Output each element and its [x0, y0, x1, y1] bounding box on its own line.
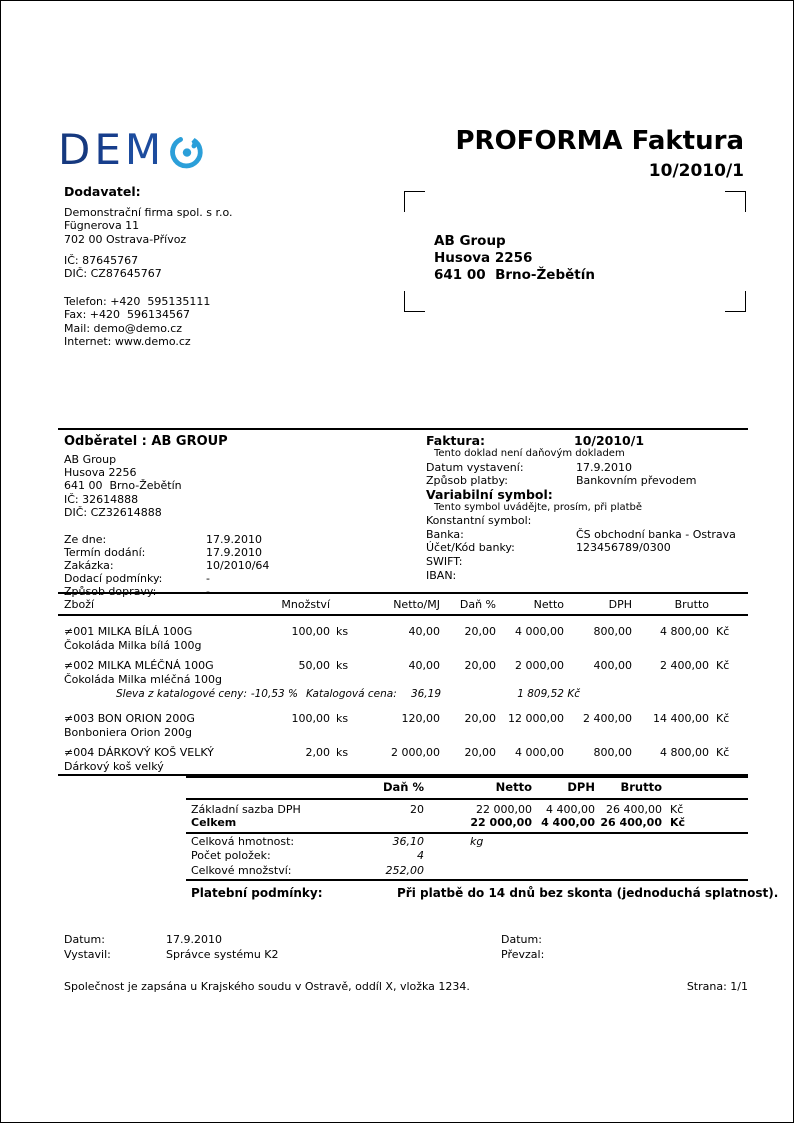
- item-tax: 20,00: [464, 625, 496, 638]
- supplier-ic: IČ: 87645767: [64, 253, 139, 267]
- value: -: [206, 572, 210, 586]
- column-header-dph: DPH: [564, 593, 632, 615]
- column-header-mnozstvi: Množství: [273, 593, 330, 615]
- invoice-row: [426, 514, 748, 528]
- items-header-row: [58, 593, 748, 615]
- currency: Kč: [670, 802, 684, 816]
- payment-terms-label: Platební podmínky:: [191, 886, 323, 900]
- logo-letter: E: [94, 124, 125, 174]
- item-qty: 100,00: [291, 712, 330, 725]
- signature-row: [64, 947, 748, 962]
- items-table: [58, 592, 748, 776]
- invoice-row: [426, 474, 748, 488]
- value: 123456789/0300: [576, 541, 671, 555]
- item-name: ≠004 DÁRKOVÝ KOŠ VELKÝ: [64, 746, 214, 759]
- issued-by-value: Správce systému K2: [166, 948, 279, 961]
- supplier-internet: Internet: www.demo.cz: [64, 334, 191, 348]
- item-name: ≠001 MILKA BÍLÁ 100G: [64, 625, 193, 638]
- value: 10/2010/1: [574, 433, 645, 448]
- item-unit: ks: [336, 712, 349, 725]
- invoice-row: [426, 569, 748, 583]
- demo-logo-o-icon: [167, 130, 207, 172]
- page-title: PROFORMA Faktura: [455, 126, 744, 156]
- supplier-heading: Dodavatel:: [64, 184, 141, 199]
- item-unit: ks: [336, 659, 349, 672]
- recipient-name: AB Group: [434, 233, 506, 249]
- item-dph: 2 400,00: [583, 712, 632, 725]
- item-name: ≠003 BON ORION 200G: [64, 712, 195, 725]
- item-tax: 20,00: [464, 712, 496, 725]
- total-quantity-row: [186, 863, 748, 881]
- totals-header-dph: DPH: [532, 777, 595, 799]
- invoice-row: [426, 461, 748, 475]
- order-info-row: [64, 559, 414, 572]
- item-brutto: 14 400,00: [653, 712, 709, 725]
- item-netto: 4 000,00: [515, 746, 564, 759]
- variable-symbol-note: Tento symbol uvádějte, prosím, při platbě: [434, 501, 643, 513]
- item-name: ≠002 MILKA MLÉČNÁ 100G: [64, 659, 214, 672]
- label: Způsob dopravy:: [64, 585, 157, 599]
- received-by-label: Převzal:: [501, 948, 545, 961]
- label: IBAN:: [426, 568, 457, 582]
- logo-letter: M: [124, 124, 166, 174]
- footer: [64, 980, 748, 994]
- invoice-row: [426, 528, 748, 542]
- item-unit-price: 2 000,00: [391, 746, 440, 759]
- column-header-netto: Netto: [496, 593, 564, 615]
- item-row: [58, 653, 748, 673]
- tax-base-dph: 4 400,00: [546, 802, 595, 816]
- customer-dic: DIČ: CZ32614888: [64, 505, 162, 519]
- totals-table: [186, 776, 779, 901]
- value: ČS obchodní banka - Ostrava: [576, 527, 736, 541]
- payment-terms-value: Při platbě do 14 dnů bez skonta (jednoduchá splatnost).: [397, 886, 779, 900]
- discount-line: [58, 687, 748, 704]
- value: Bankovním převodem: [576, 474, 697, 488]
- tax-base-brutto: 26 400,00: [606, 802, 662, 816]
- label: Zakázka:: [64, 559, 114, 573]
- item-tax: 20,00: [464, 659, 496, 672]
- customer-name: AB Group: [64, 453, 117, 466]
- discount-value: -10,53 %: [250, 688, 298, 700]
- item-netto: 12 000,00: [508, 712, 564, 725]
- payment-terms-row: [186, 880, 748, 901]
- item-description: Bonboniera Orion 200g: [64, 726, 192, 739]
- weight-label: Celková hmotnost:: [191, 834, 295, 848]
- tax-base-row: [186, 799, 748, 817]
- total-brutto: 26 400,00: [595, 816, 662, 833]
- customer-heading: Odběratel : AB GROUP: [64, 434, 228, 449]
- column-header-zbozi: Zboží: [58, 593, 273, 615]
- logo-letter: D: [58, 124, 95, 174]
- totals-header-netto: Netto: [424, 777, 532, 799]
- item-netto: 4 000,00: [515, 625, 564, 638]
- recipient-street: Husova 2256: [434, 250, 533, 266]
- date-label: Datum:: [64, 933, 105, 946]
- item-count-row: [186, 848, 748, 863]
- item-dph: 800,00: [593, 746, 632, 759]
- item-dph: 800,00: [593, 625, 632, 638]
- column-header-netto-mj: Netto/MJ: [356, 593, 440, 615]
- item-currency: Kč: [716, 625, 730, 638]
- item-netto: 2 000,00: [515, 659, 564, 672]
- tax-document-note: Tento doklad není daňovým dokladem: [434, 448, 625, 459]
- item-qty: 100,00: [291, 625, 330, 638]
- catalog-price-label: Katalogová cena:: [306, 688, 397, 700]
- item-count-label: Počet položek:: [191, 849, 271, 862]
- signature-block: [64, 932, 748, 962]
- label: Termín dodání:: [64, 546, 146, 560]
- total-quantity-value: 252,00: [351, 863, 424, 881]
- recipient-address: [434, 233, 595, 284]
- label: SWIFT:: [426, 554, 463, 568]
- value: 17.9.2010: [206, 546, 262, 560]
- label: Dodací podmínky:: [64, 572, 163, 586]
- value: -: [206, 585, 210, 599]
- total-dph: 4 400,00: [532, 816, 595, 833]
- totals-header-brutto: Brutto: [595, 777, 662, 799]
- item-currency: Kč: [716, 712, 730, 725]
- tax-base-rate: 20: [410, 802, 424, 816]
- demo-logo: [58, 124, 207, 174]
- totals-header-tax: Daň %: [351, 777, 424, 799]
- signature-row: [64, 932, 748, 947]
- document-title-block: [456, 127, 745, 181]
- item-tax: 20,00: [464, 746, 496, 759]
- item-desc-row: [58, 726, 748, 740]
- catalog-price-value: 36,19: [410, 688, 441, 700]
- invoice-row: [426, 434, 748, 448]
- customer-city: 641 00 Brno-Žebětín: [64, 479, 182, 493]
- item-brutto: 4 800,00: [660, 746, 709, 759]
- item-desc-row: [58, 639, 748, 653]
- item-row: [58, 615, 748, 639]
- label: Konstantní symbol:: [426, 514, 532, 528]
- catalog-netto-value: 1 809,52 Kč: [517, 688, 580, 700]
- label: Účet/Kód banky:: [426, 541, 515, 555]
- item-desc-row: [58, 673, 748, 687]
- total-netto: 22 000,00: [424, 816, 532, 833]
- item-description: Čokoláda Milka bílá 100g: [64, 639, 202, 652]
- order-info-row: [64, 572, 414, 585]
- total-label: Celkem: [186, 816, 351, 833]
- item-brutto: 4 800,00: [660, 625, 709, 638]
- customer-street: Husova 2256: [64, 466, 137, 480]
- item-row: [58, 740, 748, 760]
- label: Ze dne:: [64, 533, 107, 547]
- supplier-phone: Telefon: +420 595135111: [64, 295, 211, 309]
- item-currency: Kč: [716, 659, 730, 672]
- item-qty: 2,00: [305, 746, 330, 759]
- date-value: 17.9.2010: [166, 933, 222, 946]
- item-unit: ks: [336, 746, 349, 759]
- label: Banka:: [426, 527, 464, 541]
- invoice-details-block: [426, 434, 748, 582]
- totals-header-row: [186, 777, 748, 799]
- supplier-name: Demonstrační firma spol. s r.o.: [64, 206, 233, 220]
- label: Variabilní symbol:: [426, 486, 553, 502]
- weight-value: 36,10: [392, 834, 424, 848]
- invoice-row: [426, 541, 748, 555]
- item-row: [58, 706, 748, 726]
- invoice-number: 10/2010/1: [648, 161, 744, 181]
- invoice-row: [426, 555, 748, 569]
- invoice-info-section: [58, 428, 748, 599]
- currency: Kč: [662, 816, 748, 833]
- value: 10/2010/64: [206, 559, 270, 573]
- item-unit-price: 40,00: [408, 659, 440, 672]
- tax-base-label: Základní sazba DPH: [191, 802, 301, 816]
- tax-base-netto: 22 000,00: [476, 802, 532, 816]
- item-description: Dárkový koš velký: [64, 760, 164, 773]
- grand-total-row: [186, 816, 748, 833]
- total-quantity-label: Celkové množství:: [186, 863, 351, 881]
- column-header-dan: Daň %: [440, 593, 496, 615]
- supplier-mail: Mail: demo@demo.cz: [64, 321, 183, 335]
- label: Faktura:: [426, 433, 486, 448]
- recipient-city: 641 00 Brno-Žebětín: [434, 267, 595, 283]
- item-qty: 50,00: [298, 659, 330, 672]
- item-desc-row: [58, 760, 748, 775]
- logo-center-dot: [183, 148, 191, 156]
- item-count-value: 4: [417, 849, 424, 862]
- discount-label: Sleva z katalogové ceny:: [116, 688, 248, 700]
- label: Způsob platby:: [426, 474, 508, 488]
- customer-ic: IČ: 32614888: [64, 492, 139, 506]
- item-discount-row: [58, 687, 748, 706]
- window-corner-mark: [725, 191, 746, 212]
- recipient-address-window: [404, 191, 746, 312]
- invoice-row: [426, 488, 748, 502]
- supplier-block: [64, 185, 364, 348]
- item-unit-price: 40,00: [408, 625, 440, 638]
- window-corner-mark: [404, 291, 425, 312]
- supplier-fax: Fax: +420 596134567: [64, 308, 190, 322]
- item-description: Čokoláda Milka mléčná 100g: [64, 673, 222, 686]
- item-dph: 400,00: [593, 659, 632, 672]
- page-number: Strana: 1/1: [686, 980, 748, 993]
- item-unit: ks: [336, 625, 349, 638]
- supplier-city: 702 00 Ostrava-Přívoz: [64, 232, 187, 246]
- value: 17.9.2010: [576, 460, 632, 474]
- date-label-right: Datum:: [501, 933, 542, 946]
- window-corner-mark: [404, 191, 425, 212]
- order-info-row: [64, 533, 414, 546]
- label: Datum vystavení:: [426, 460, 524, 474]
- company-registration-note: Společnost je zapsána u Krajského soudu v Ostravě, oddíl X, vložka 1234.: [64, 980, 470, 993]
- item-currency: Kč: [716, 746, 730, 759]
- weight-unit: kg: [470, 834, 484, 848]
- value: 17.9.2010: [206, 533, 262, 547]
- order-info-row: [64, 546, 414, 559]
- supplier-dic: DIČ: CZ87645767: [64, 267, 162, 281]
- customer-block: [64, 434, 414, 598]
- weight-row: [186, 833, 748, 849]
- item-unit-price: 120,00: [401, 712, 440, 725]
- window-corner-mark: [725, 291, 746, 312]
- column-header-brutto: Brutto: [632, 593, 709, 615]
- issued-by-label: Vystavil:: [64, 948, 111, 961]
- item-brutto: 2 400,00: [660, 659, 709, 672]
- supplier-street: Fügnerova 11: [64, 219, 140, 233]
